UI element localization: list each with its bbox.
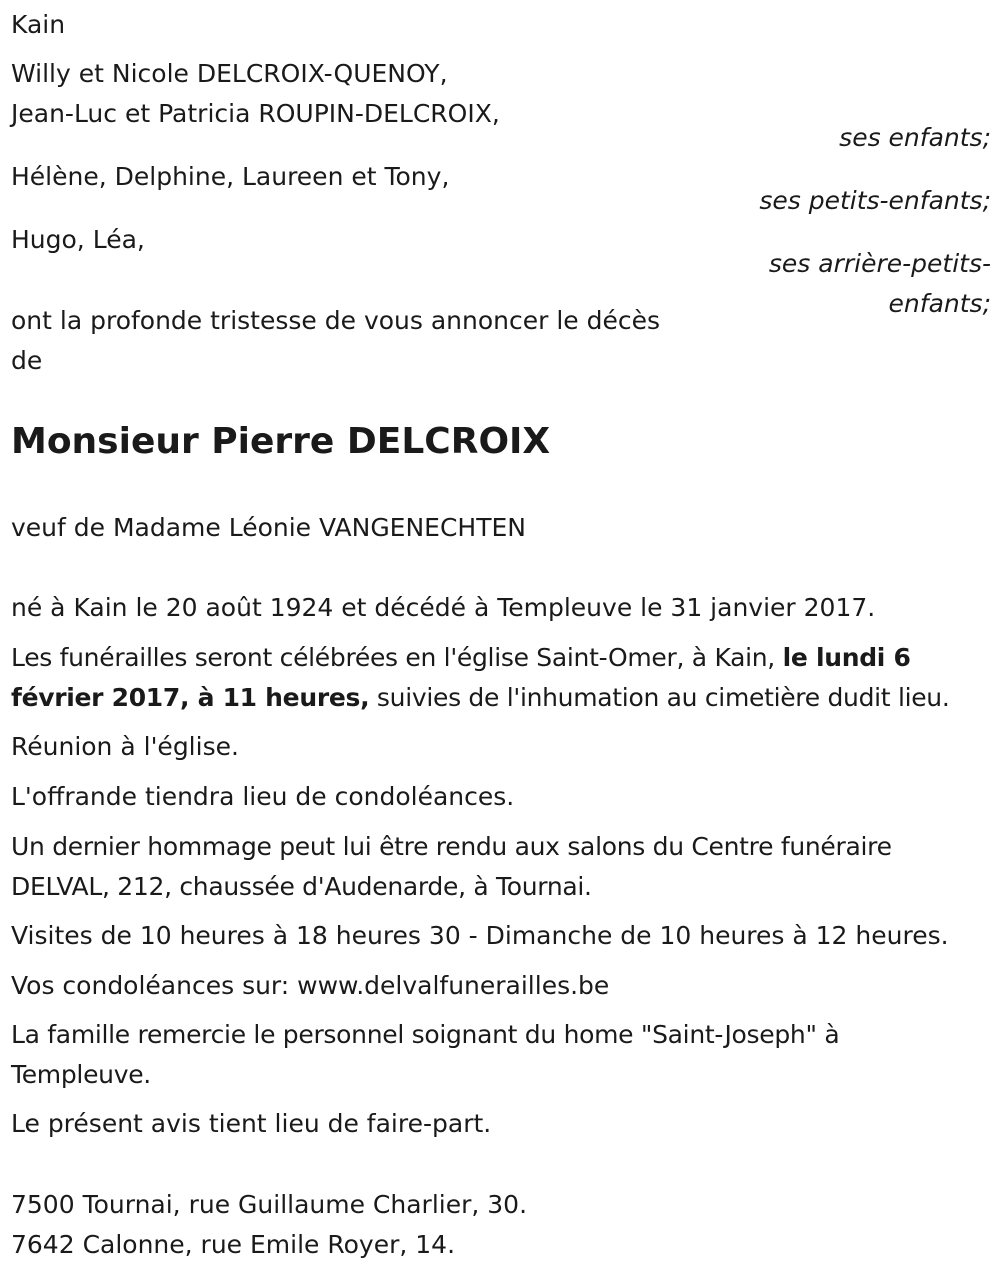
offering-info: L'offrande tiendra lieu de condoléances. <box>11 782 515 811</box>
address-calonne: 7642 Calonne, rue Emile Royer, 14. <box>11 1230 456 1259</box>
deceased-name: Monsieur Pierre DELCROIX <box>11 421 551 462</box>
funeral-text-2: suivies de l'inhumation au cimetière dudit lieu. <box>369 683 950 712</box>
town-label: Kain <box>11 10 66 39</box>
great-grandchildren-relation-2: enfants; <box>888 289 991 318</box>
grandchildren-relation: ses petits-enfants; <box>759 186 991 215</box>
visits-info: Visites de 10 heures à 18 heures 30 - Dimanche de 10 heures à 12 heures. <box>11 921 949 950</box>
great-grandchildren-relation-1: ses arrière-petits- <box>768 249 991 278</box>
funeral-text-1: Les funérailles seront célébrées en l'église Saint-Omer, à Kain, <box>11 643 783 672</box>
address-tournai: 7500 Tournai, rue Guillaume Charlier, 30. <box>11 1190 528 1219</box>
funeral-date: le lundi 6 février 2017, à 11 heures, <box>11 643 911 712</box>
meeting-info: Réunion à l'église. <box>11 732 239 761</box>
funeral-paragraph <box>11 638 986 718</box>
announcement-line-2: de <box>11 346 43 375</box>
birth-death: né à Kain le 20 août 1924 et décédé à Templeuve le 31 janvier 2017. <box>11 593 876 622</box>
children-line-1: Willy et Nicole DELCROIX-QUENOY, <box>11 59 448 88</box>
tribute-info: Un dernier hommage peut lui être rendu aux salons du Centre funéraire DELVAL, 212, chaussée d'Audenarde, à Tournai. <box>11 832 892 901</box>
grandchildren-names: Hélène, Delphine, Laureen et Tony, <box>11 162 450 191</box>
thanks-info: La famille remercie le personnel soignant du home "Saint-Joseph" à Templeuve. <box>11 1020 840 1089</box>
children-relation: ses enfants; <box>839 123 991 152</box>
widower-of: veuf de Madame Léonie VANGENECHTEN <box>11 513 527 542</box>
condolences-info: Vos condoléances sur: www.delvalfunerailles.be <box>11 971 610 1000</box>
children-line-2: Jean-Luc et Patricia ROUPIN-DELCROIX, <box>11 99 500 128</box>
notice-info: Le présent avis tient lieu de faire-part. <box>11 1109 492 1138</box>
great-grandchildren-names: Hugo, Léa, <box>11 225 145 254</box>
announcement-line-1: ont la profonde tristesse de vous annoncer le décès <box>11 306 661 335</box>
